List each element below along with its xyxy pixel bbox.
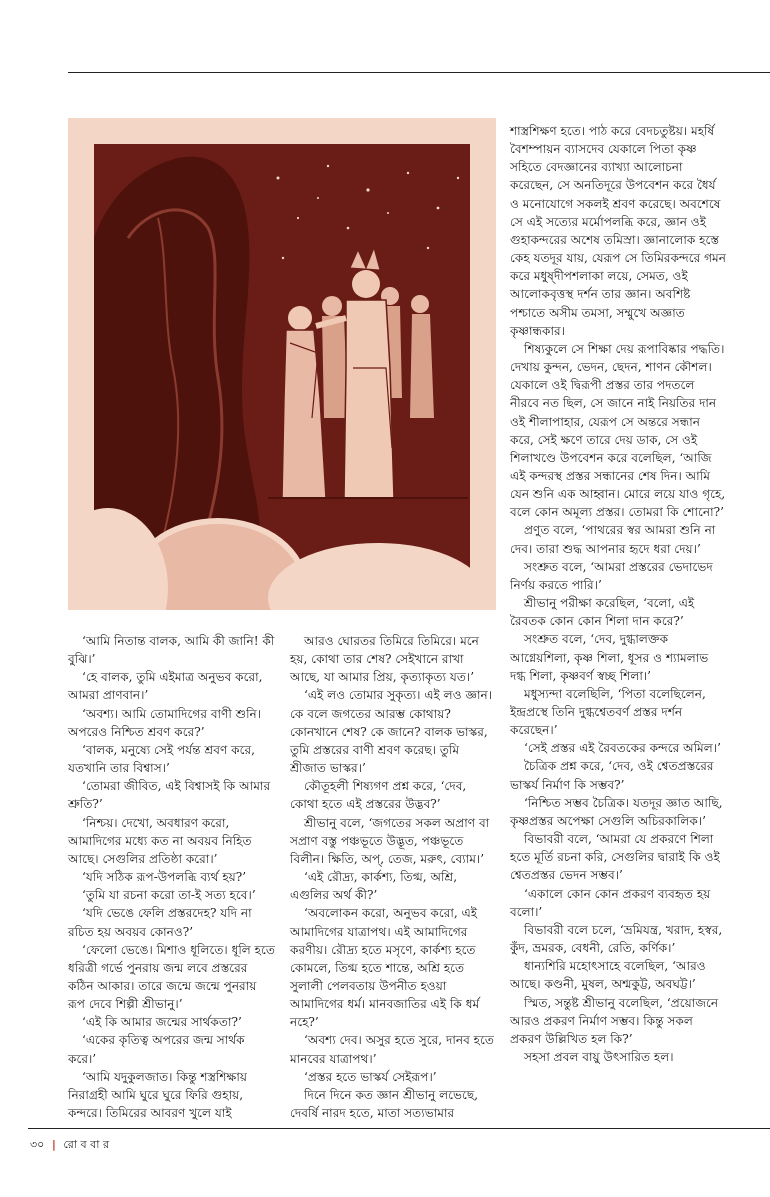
paragraph: আরও ঘোরতর তিমিরে তিমিরে। মনে হয়, কোথা তার শেষ? সেইখানে রাখা আছে, যা আমার প্রিয়, কৃত্যাকৃত্য যত।’	[290, 634, 479, 685]
paragraph: সংশ্রুত বলে, ‘দেব, দুগ্ধালক্তক আগ্নেয়শিলা, কৃষ্ণ শিলা, ধূসর ও শ্যামলাভ দগ্ধ শিলা, কৃষ্ণবর্ণ স্বচ্ছ শিলা।’	[510, 632, 709, 683]
paragraph: ‘যদি ভেঙে ফেলি প্রস্তরদেহ? যদি না রচিত হয় অবয়ব কোনও?’	[68, 906, 252, 939]
paragraph: ‘অবশ্য দেব। অসুর হতে সুরে, দানব হতে মানবের যাত্রাপথ।’	[290, 1033, 494, 1066]
text-column-1	[68, 632, 276, 1122]
footer-separator: |	[51, 1138, 56, 1151]
paragraph: ধান্যশিরি মহোৎসাহে বলেছিল, ‘আরও আছে। কণ্ডনী, মুষল, অশ্মকুট্ট, অবঘট্ট।’	[510, 959, 706, 992]
paragraph: দিনে দিনে কত জ্ঞান শ্রীভানু লভেছে, দেবর্ষি নারদ হতে, মাতা সত্যভামার	[290, 1087, 479, 1121]
paragraph: ‘হে বালক, তুমি এইমাত্র অনুভব করো, আমরা প্রাণবান।’	[68, 670, 263, 703]
paragraph: ‘অবলোকন করো, অনুভব করো, এই আমাদিগের যাত্রাপথ। এই আমাদিগের করণীয়। রৌদ্র্য হতে মসৃণে, কার্কশ্য হতে কোমলে, তিগ্ম হতে শান্তে, অশ্রি হতে সুলালী পেলবতায় উপনীত হওয়া আমাদিগের ধর্ম। মানবজাতির এই কি ধর্ম নহে?’	[290, 906, 480, 1030]
top-rule	[68, 72, 770, 73]
paragraph: শ্রীভানু বলে, ‘জগতের সকল অপ্রাণ বা সপ্রাণ বস্তু পঞ্চভূতে উদ্ভূত, পঞ্চভূতে বিলীন। ক্ষিতি, অপ্‌, তেজ, মরুৎ, ব্যোম।’	[290, 815, 490, 866]
paragraph: স্মিত, সন্তুষ্ট শ্রীভানু বলেছিল, ‘প্রয়োজনে আরও প্রকরণ নির্মাণ সম্ভব। কিন্তু সকল প্রকরণ উল্লিখিত হল কি?’	[510, 995, 719, 1046]
paragraph: ‘নিশ্চয়। দেখো, অবধারণ করো, আমাদিগের মধ্যে কত না অবয়ব নিহিত আছে। সেগুলির প্রতিষ্ঠা করো।’	[68, 815, 252, 866]
paragraph: ‘বালক, মনুষ্যে সেই পর্যন্ত শ্রবণ করে, যতখানি তার বিশ্বাস।’	[68, 742, 255, 776]
paragraph: ‘তোমরা জীবিত, এই বিশ্বাসই কি আমার শ্রুতি?’	[68, 779, 271, 812]
paragraph: প্রণুত বলে, ‘পাথরের স্বর আমরা শুনি না দেব। তারা শুদ্ধ আপনার হৃদে ধরা দেয়।’	[510, 523, 716, 556]
page-footer	[30, 1136, 109, 1155]
paragraph: ‘নিশ্চিত সম্ভব চৈত্রিক। যতদূর জ্ঞাত আছি, কৃষ্ণপ্রস্তর অপেক্ষা সেগুলি অচিরকালিক।’	[510, 795, 723, 828]
paragraph: শ্রীভানু পরীক্ষা করেছিল, ‘বলো, এই রৈবতক কোন কোন শিলা দান করে?’	[510, 596, 695, 629]
bottom-rule	[28, 1128, 770, 1129]
story-illustration	[68, 118, 496, 610]
paragraph: ‘এই কি আমার জন্মের সার্থকতা?’	[82, 1015, 242, 1030]
paragraph: ‘তুমি যা রচনা করো তা-ই সত্য হবে।’	[82, 888, 256, 903]
paragraph: ‘এই রৌদ্র্য, কার্কশ্য, তিগ্ম, অশ্রি, এগুলির অর্থ কী?’	[290, 870, 458, 903]
text-column-3	[510, 122, 726, 1066]
magazine-name: রো ব বা র	[63, 1138, 110, 1151]
paragraph: চৈত্রিক প্রশ্ন করে, ‘দেব, ওই শ্বেতপ্রস্তরের ভাস্কর্য নির্মাণ কি সম্ভব?’	[510, 759, 714, 792]
paragraph: ‘আমি নিতান্ত বালক, আমি কী জানি! কী বুঝি।’	[68, 634, 275, 667]
paragraph: শিষ্যকুলে সে শিক্ষা দেয় রূপাবিষ্কার পদ্ধতি। দেখায় কুন্দন, ভেদন, ছেদন, শাণন কৌশল। যেকালে ওই দ্বিরূপী প্রস্তর তার পদতলে নীরবে নত ছিল, সে জানে নাই নিয়তির দান ওই শীলাপাহার, যেরূপ সে অন্তরে সন্ধান করে, সেই ক্ষণে তারে দেয় ডাক, সে ওই শিলাখণ্ডে উপবেশন করে বলেছিল, ‘আজি এই কন্দরস্থ প্রস্তর সন্ধানের শেষ দিন। আমি যেন শুনি এক আহ্বান। মোরে লয়ে যাও গৃহে, বলে কোন অমূল্য প্রস্তর। তোমরা কি শোনো?’	[510, 341, 726, 520]
paragraph: ‘ফেলো ভেঙে। মিশাও ধূলিতে। ধূলি হতে ধরিত্রী গর্ভে পুনরায় জন্ম লবে প্রস্তরের কঠিন আকার। তারে জন্মে জন্মে পুনরায় রূপ দেবে শিল্পী শ্রীভানু।’	[68, 942, 275, 1012]
paragraph: ‘প্রস্তর হতে ভাস্কর্য সেইরূপ।’	[304, 1069, 437, 1084]
text-column-2	[290, 632, 497, 1122]
paragraph: বিভাবরী বলে চলে, ‘ভ্রমিযন্ত্র, খরাদ, হস্বর, কুঁদ, ভ্রমরক, বেধনী, রেতি, কর্ণিক।’	[510, 922, 723, 956]
paragraph: ‘যদি সঠিক রূপ-উপলব্ধি ব্যর্থ হয়?’	[82, 870, 247, 885]
paragraph: বিভাবরী বলে, ‘আমরা যে প্রকরণে শিলা হতে মূর্তি রচনা করি, সেগুলির দ্বারাই কি ওই শ্বেতপ্রস্তর ভেদন সম্ভব।’	[510, 832, 720, 883]
paragraph: কৌতূহলী শিষ্যগণ প্রশ্ন করে, ‘দেব, কোথা হতে এই প্রস্তরের উদ্ভব?’	[290, 779, 467, 812]
paragraph: শাস্ত্রশিক্ষণ হতে। পাঠ করে বেদচতুষ্টয়। মহর্ষি বৈশম্পায়ন ব্যাসদেব যেকালে পিতা কৃষ্ণ সহিতে বেদজ্ঞানের ব্যাখ্যা আলোচনা করেছেন, সে অনতিদূরে উপবেশন করে ধৈর্য ও মনোযোগে সকলই শ্রবণ করেছে। অবশেষে সে এই সত্যের মর্মোপলব্ধি করে, জ্ঞান ওই গুহাকন্দরের অশেষ তমিস্রা। জ্ঞানালোক হস্তে কেহ যতদূর যায়, যেরূপ সে তিমিরকন্দরে গমন করে মধুষ্দীপশলাকা লয়ে, সেমত, ওই আলোকবৃত্তস্থ দর্শন তার জ্ঞান। অবশিষ্ট পশ্চাতে অসীম তমসা, সম্মুখে অজ্ঞাত কৃষ্ণান্ধকার।	[510, 124, 726, 338]
paragraph: ‘অবশ্য। আমি তোমাদিগের বাণী শুনি। অপরেও নিশ্চিত শ্রবণ করে?’	[68, 706, 262, 739]
paragraph: ‘সেই প্রস্তর এই রৈবতকের কন্দরে অমিল।’	[524, 741, 721, 756]
paragraph: ‘একের কৃতিত্ব অপরের জন্ম সার্থক করে।’	[68, 1033, 245, 1066]
paragraph: মধুস্যন্দা বলেছিলি, ‘পিতা বলেছিলেন, ইন্দ্রপ্রস্থে তিনি দুগ্ধশ্বেতবর্ণ প্রস্তর দর্শন করেছেন।’	[510, 686, 706, 738]
paragraph: ‘একালে কোন কোন প্রকরণ ব্যবহৃত হয় বলো।’	[510, 886, 711, 919]
page-number: ৩০	[30, 1138, 45, 1151]
cave-scene-illustration	[68, 118, 496, 610]
paragraph: সংশ্রুত বলে, ‘আমরা প্রস্তরের ভেদাভেদ নির্ণয় করতে পারি।’	[510, 559, 713, 592]
paragraph: ‘এই লও তোমার সুকৃত্য। এই লও জ্ঞান। কে বলে জগতের আরম্ভ কোথায়? কোনখানে শেষ? কে জানে? বালক ভাস্কর, তুমি প্রস্তরের বাণী শ্রবণ করেছ। তুমি শ্রীজাত ভাস্কর।’	[290, 688, 493, 776]
paragraph: সহসা প্রবল বায়ু উৎসারিত হল।	[524, 1049, 674, 1064]
paragraph: ‘আমি যদুকুলজাত। কিন্তু শস্ত্রশিক্ষায় নিরাগ্রহী আমি ঘুরে ঘুরে ফিরি গুহায়, কন্দরে। তিমিরের আবরণ খুলে যাই	[68, 1069, 247, 1121]
